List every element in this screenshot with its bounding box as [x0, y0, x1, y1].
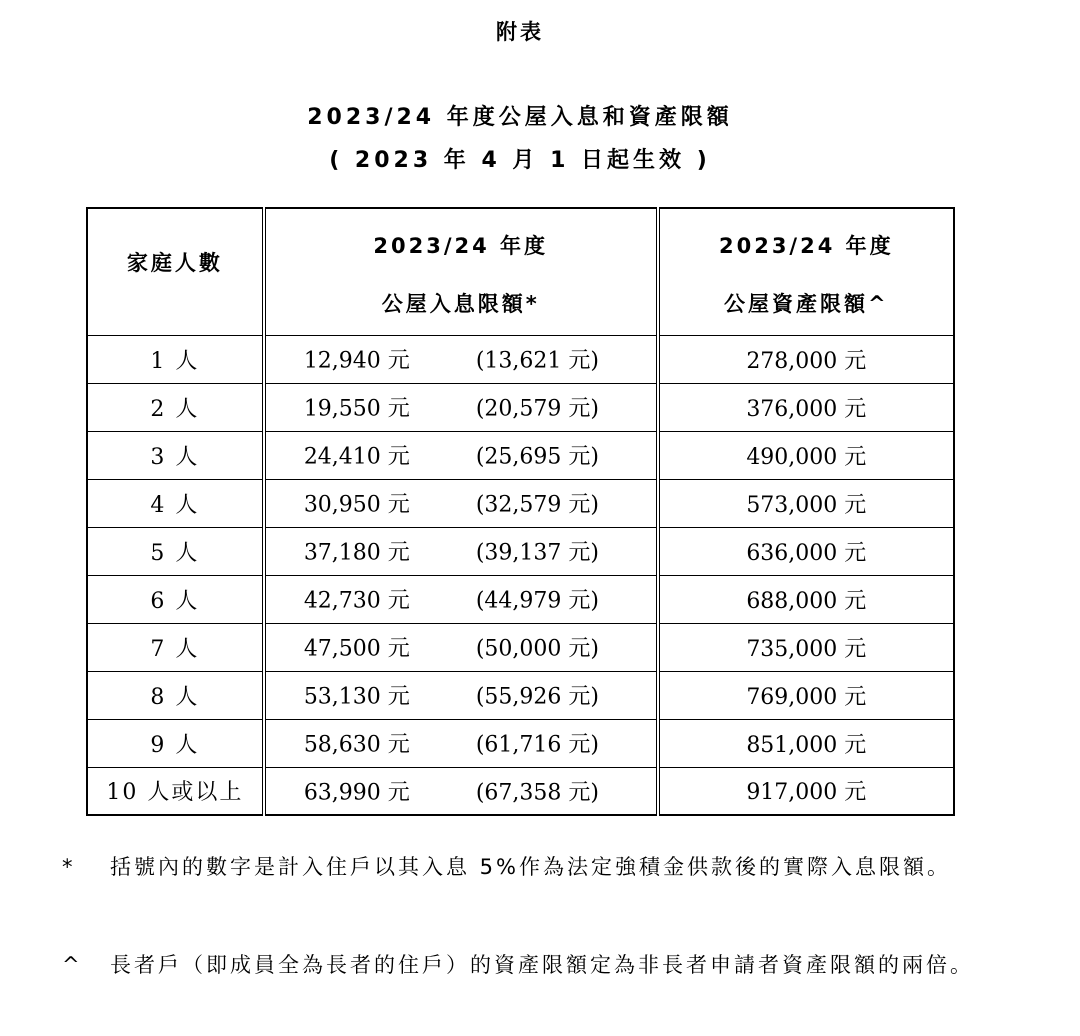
- household-size-cell: 7 人: [87, 623, 264, 671]
- asset-limit-cell: 735,000 元: [658, 623, 954, 671]
- header-household: [87, 208, 264, 335]
- table-row: [87, 623, 954, 671]
- income-limit-mpf-value: (20,579 元): [475, 396, 599, 422]
- footnote-text: 長者戶（即成員全為長者的住戶）的資產限額定為非長者申請者資產限額的兩倍。: [110, 953, 974, 977]
- asset-limit-cell: 490,000 元: [658, 431, 954, 479]
- income-limit-cell: [264, 767, 658, 815]
- income-limit-mpf-value: (67,358 元): [475, 780, 599, 806]
- effective-date: ( 2023 年 4 月 1 日起生效 ): [329, 148, 711, 173]
- income-limit-cell: [264, 623, 658, 671]
- table-row: [87, 719, 954, 767]
- header-asset: [658, 208, 954, 335]
- income-limit-cell: [264, 575, 658, 623]
- income-limit-value: 19,550 元: [303, 396, 410, 422]
- household-size-cell: 5 人: [87, 527, 264, 575]
- income-limit-value: 30,950 元: [303, 492, 410, 518]
- income-limit-value: 12,940 元: [303, 348, 410, 374]
- asset-limit-cell: 769,000 元: [658, 671, 954, 719]
- household-size-cell: 1 人: [87, 335, 264, 383]
- table-row: [87, 479, 954, 527]
- footnote-symbol: ^: [62, 953, 83, 977]
- header-asset-year: 2023/24 年度: [718, 233, 894, 258]
- table-header-row: [87, 208, 954, 335]
- asset-limit-cell: 688,000 元: [658, 575, 954, 623]
- income-limit-value: 58,630 元: [303, 732, 410, 758]
- footnote-text: 括號內的數字是計入住戶以其入息 5%作為法定強積金供款後的實際入息限額。: [110, 855, 951, 879]
- footnote-asset: [62, 948, 982, 982]
- asset-limit-cell: 636,000 元: [658, 527, 954, 575]
- income-limit-mpf-value: (55,926 元): [475, 684, 599, 710]
- header-income-label: 公屋入息限額*: [381, 291, 540, 316]
- income-limit-value: 24,410 元: [303, 444, 410, 470]
- asset-limit-cell: 917,000 元: [658, 767, 954, 815]
- table-row: [87, 383, 954, 431]
- asset-limit-cell: 851,000 元: [658, 719, 954, 767]
- table-row: [87, 335, 954, 383]
- footnote-symbol: *: [62, 855, 76, 879]
- income-limit-cell: [264, 527, 658, 575]
- income-limit-value: 37,180 元: [303, 540, 410, 566]
- header-asset-label: 公屋資產限額^: [724, 291, 889, 316]
- household-size-cell: 8 人: [87, 671, 264, 719]
- income-limit-mpf-value: (50,000 元): [475, 636, 599, 662]
- income-limit-value: 42,730 元: [303, 588, 410, 614]
- income-limit-mpf-value: (39,137 元): [475, 540, 599, 566]
- asset-limit-cell: 278,000 元: [658, 335, 954, 383]
- household-size-cell: 4 人: [87, 479, 264, 527]
- table-row: [87, 575, 954, 623]
- table-row: [87, 527, 954, 575]
- income-limit-value: 47,500 元: [303, 636, 410, 662]
- income-limit-mpf-value: (13,621 元): [475, 348, 599, 374]
- annex-label: 附表: [496, 20, 544, 44]
- income-limit-cell: [264, 383, 658, 431]
- income-limit-value: 53,130 元: [303, 684, 410, 710]
- income-limit-cell: [264, 671, 658, 719]
- table-row: [87, 767, 954, 815]
- limits-table: [86, 207, 955, 816]
- household-size-cell: 9 人: [87, 719, 264, 767]
- income-limit-mpf-value: (44,979 元): [475, 588, 599, 614]
- header-income: [264, 208, 658, 335]
- income-limit-value: 63,990 元: [303, 780, 410, 806]
- table-row: [87, 431, 954, 479]
- household-size-cell: 2 人: [87, 383, 264, 431]
- asset-limit-cell: 573,000 元: [658, 479, 954, 527]
- header-income-year: 2023/24 年度: [373, 233, 549, 258]
- footnote-income: [62, 850, 982, 884]
- income-limit-cell: [264, 431, 658, 479]
- asset-limit-cell: 376,000 元: [658, 383, 954, 431]
- household-size-cell: 10 人或以上: [87, 767, 264, 815]
- table-body: [87, 335, 954, 815]
- document-title: 2023/24 年度公屋入息和資產限額: [307, 105, 733, 130]
- income-limit-mpf-value: (25,695 元): [475, 444, 599, 470]
- income-limit-mpf-value: (32,579 元): [475, 492, 599, 518]
- income-limit-cell: [264, 335, 658, 383]
- income-limit-cell: [264, 719, 658, 767]
- income-limit-mpf-value: (61,716 元): [475, 732, 599, 758]
- income-limit-cell: [264, 479, 658, 527]
- header-household-label: 家庭人數: [126, 250, 223, 275]
- household-size-cell: 6 人: [87, 575, 264, 623]
- household-size-cell: 3 人: [87, 431, 264, 479]
- table-row: [87, 671, 954, 719]
